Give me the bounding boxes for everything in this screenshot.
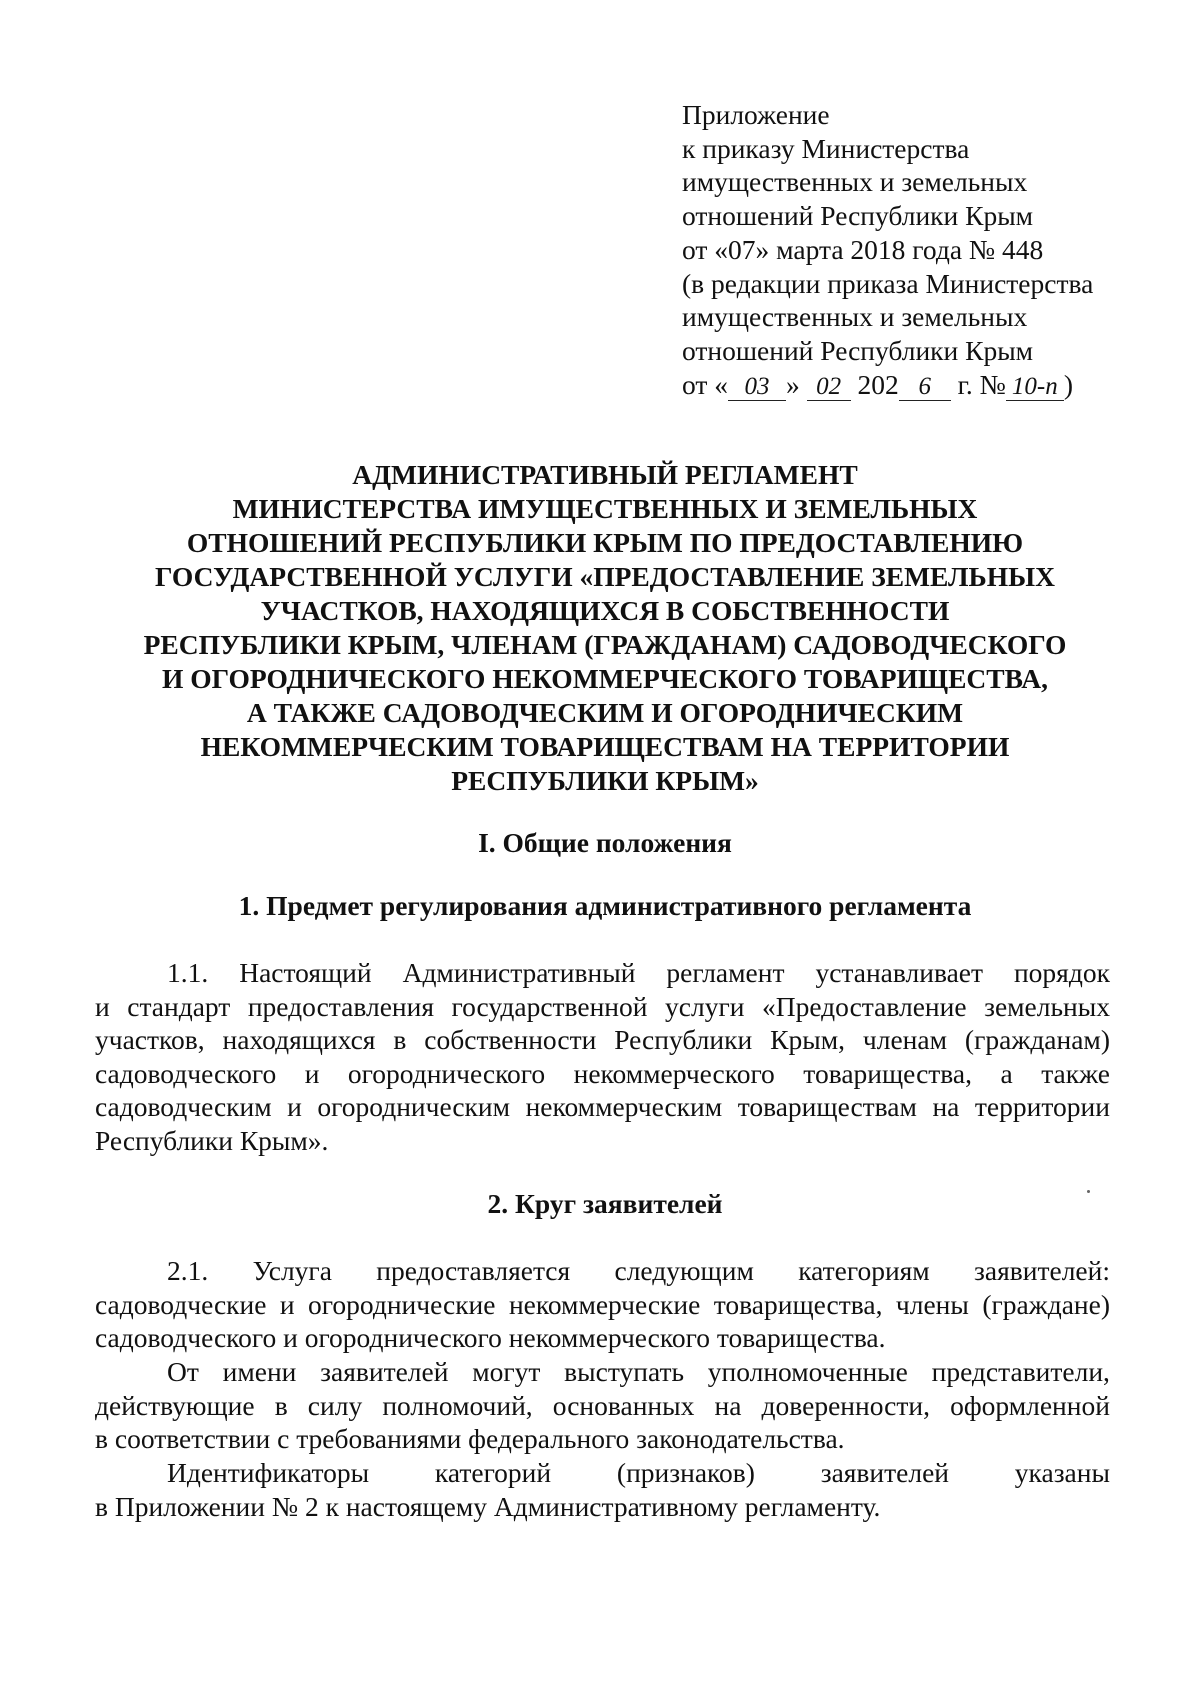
word: товарищества, xyxy=(713,1288,883,1320)
word: стандарт xyxy=(127,990,231,1022)
word: оформленной xyxy=(950,1389,1110,1421)
title-line: НЕКОММЕРЧЕСКИМ ТОВАРИЩЕСТВАМ НА ТЕРРИТОРИИ xyxy=(200,731,1010,762)
word: садоводческого xyxy=(95,1057,277,1089)
handwritten-year-digit: 6 xyxy=(899,374,951,401)
number-label: г. № xyxy=(957,368,1006,400)
word: заявителей: xyxy=(974,1255,1110,1286)
word: Крым, xyxy=(770,1024,845,1056)
handwritten-day: 03 xyxy=(728,374,786,401)
word: указаны xyxy=(1014,1457,1110,1488)
word: земельных xyxy=(984,990,1110,1022)
word: в xyxy=(274,1389,288,1421)
word: на xyxy=(932,1091,960,1123)
appendix-line: к приказу Министерства xyxy=(682,132,970,164)
word: некоммерческим xyxy=(525,1091,723,1123)
subsection-heading: 1. Предмет регулирования административного регламента xyxy=(238,890,972,921)
word: на xyxy=(714,1389,742,1421)
word: некоммерческие xyxy=(508,1288,701,1320)
word: находящихся xyxy=(222,1024,376,1056)
word: и xyxy=(304,1057,320,1089)
paragraph-1-1 xyxy=(95,956,1110,1158)
word: огороднического xyxy=(347,1057,546,1089)
appendix-line: отношений Республики Крым xyxy=(682,334,1034,366)
appendix-block xyxy=(682,98,1152,401)
word: силу xyxy=(307,1389,363,1421)
word: имени xyxy=(222,1356,297,1387)
word: Идентификаторы xyxy=(167,1457,370,1488)
word: доверенности, xyxy=(761,1389,930,1421)
text-line: садоводческого и огороднического некоммерческого товарищества. xyxy=(95,1322,886,1354)
word: собственности xyxy=(424,1024,597,1056)
year-prefix: 202 xyxy=(857,368,899,400)
text-line xyxy=(95,1288,1110,1322)
appendix-line: отношений Республики Крым xyxy=(682,200,1034,232)
paragraph-2-1 xyxy=(95,1254,1110,1355)
word: полномочий, xyxy=(382,1389,533,1421)
appendix-title: Приложение xyxy=(682,99,830,130)
title-line: И ОГОРОДНИЧЕСКОГО НЕКОММЕРЧЕСКОГО ТОВАРИЩЕСТВА, xyxy=(162,663,1048,694)
paragraph-2-2 xyxy=(95,1355,1110,1456)
word: могут xyxy=(472,1356,541,1387)
word: основанных xyxy=(552,1389,695,1421)
title-line: УЧАСТКОВ, НАХОДЯЩИХСЯ В СОБСТВЕННОСТИ xyxy=(260,595,950,626)
title-line: АДМИНИСТРАТИВНЫЙ РЕГЛАМЕНТ xyxy=(352,459,858,490)
word: устанавливает xyxy=(815,957,984,988)
word: Административный xyxy=(402,957,636,988)
word: следующим xyxy=(614,1255,754,1286)
word: предоставляется xyxy=(376,1255,571,1286)
paragraph-2-3 xyxy=(95,1456,1110,1523)
word: 1.1. xyxy=(167,957,209,988)
word: членам xyxy=(862,1024,947,1056)
word: 2.1. xyxy=(167,1255,209,1286)
text-line: в Приложении № 2 к настоящему Административному регламенту. xyxy=(95,1490,881,1522)
word: предоставления xyxy=(247,990,434,1022)
word: От xyxy=(167,1356,199,1387)
word: участков, xyxy=(95,1024,205,1056)
text-line xyxy=(95,1090,1110,1124)
text-line: Республики Крым». xyxy=(95,1124,329,1156)
text-line xyxy=(95,1057,1110,1091)
word: уполномоченные xyxy=(707,1356,908,1387)
word: члены xyxy=(895,1288,969,1320)
word: заявителей xyxy=(820,1457,949,1488)
handwritten-month: 02 xyxy=(807,374,851,401)
text-line xyxy=(95,956,1110,990)
word: огороднические xyxy=(308,1288,496,1320)
document-title xyxy=(110,458,1100,798)
section-heading: I. Общие положения xyxy=(478,827,732,858)
word: Республики xyxy=(614,1024,753,1056)
word: а xyxy=(1000,1057,1013,1089)
word: Настоящий xyxy=(239,957,372,988)
word: (граждане) xyxy=(982,1288,1110,1320)
word: Услуга xyxy=(252,1255,332,1286)
word: товарищества, xyxy=(803,1057,972,1089)
word: регламент xyxy=(666,957,785,988)
subsection-heading: 2. Круг заявителей xyxy=(487,1188,723,1219)
text-line xyxy=(95,990,1110,1024)
word: в xyxy=(393,1024,407,1056)
title-line: РЕСПУБЛИКИ КРЫМ, ЧЛЕНАМ (ГРАЖДАНАМ) САДОВОДЧЕСКОГО xyxy=(143,629,1067,660)
word: садоводческим xyxy=(95,1091,272,1123)
title-line: ГОСУДАРСТВЕННОЙ УСЛУГИ «ПРЕДОСТАВЛЕНИЕ ЗЕМЕЛЬНЫХ xyxy=(155,561,1055,592)
word: (гражданам) xyxy=(964,1024,1110,1056)
text-line xyxy=(95,1389,1110,1423)
title-line: А ТАКЖЕ САДОВОДЧЕСКИМ И ОГОРОДНИЧЕСКИМ xyxy=(246,697,964,728)
word: (признаков) xyxy=(616,1457,755,1488)
handwritten-order-number: 10-п xyxy=(1006,374,1064,401)
scan-speck xyxy=(1087,1190,1090,1193)
word: «Предоставление xyxy=(761,990,967,1022)
word: заявителей xyxy=(320,1356,449,1387)
word: категорий xyxy=(434,1457,552,1488)
word: порядок xyxy=(1013,957,1110,988)
word: огородническим xyxy=(317,1091,511,1123)
text-line: в соответствии с требованиями федерального законодательства. xyxy=(95,1423,845,1455)
appendix-line: от «07» марта 2018 года № 448 xyxy=(682,233,1044,265)
word: представители, xyxy=(931,1356,1110,1387)
word: и xyxy=(95,990,110,1022)
word: некоммерческого xyxy=(573,1057,775,1089)
word: действующие xyxy=(95,1389,255,1421)
word: и xyxy=(287,1091,302,1123)
date-prefix: от « xyxy=(682,368,729,400)
title-line: ОТНОШЕНИЙ РЕСПУБЛИКИ КРЫМ ПО ПРЕДОСТАВЛЕНИЮ xyxy=(186,527,1024,558)
appendix-line: имущественных и земельных xyxy=(682,166,1028,198)
word: территории xyxy=(974,1091,1110,1123)
word: также xyxy=(1041,1057,1110,1089)
word: категориям xyxy=(798,1255,930,1286)
date-suffix: ) xyxy=(1063,368,1073,400)
word: государственной xyxy=(451,990,648,1022)
date-sep: » xyxy=(786,368,800,400)
title-line: МИНИСТЕРСТВА ИМУЩЕСТВЕННЫХ И ЗЕМЕЛЬНЫХ xyxy=(232,493,978,524)
text-line xyxy=(95,1023,1110,1057)
title-line: РЕСПУБЛИКИ КРЫМ» xyxy=(451,765,759,796)
appendix-line: (в редакции приказа Министерства xyxy=(682,267,1094,299)
word: товариществам xyxy=(737,1091,917,1123)
appendix-line: имущественных и земельных xyxy=(682,301,1028,333)
text-line xyxy=(95,1254,1110,1288)
word: и xyxy=(279,1288,295,1320)
text-line xyxy=(95,1355,1110,1389)
word: выступать xyxy=(564,1356,684,1387)
word: услуги xyxy=(665,990,745,1022)
amendment-date-line xyxy=(682,368,1152,402)
text-line xyxy=(95,1456,1110,1490)
word: садоводческие xyxy=(95,1288,267,1320)
